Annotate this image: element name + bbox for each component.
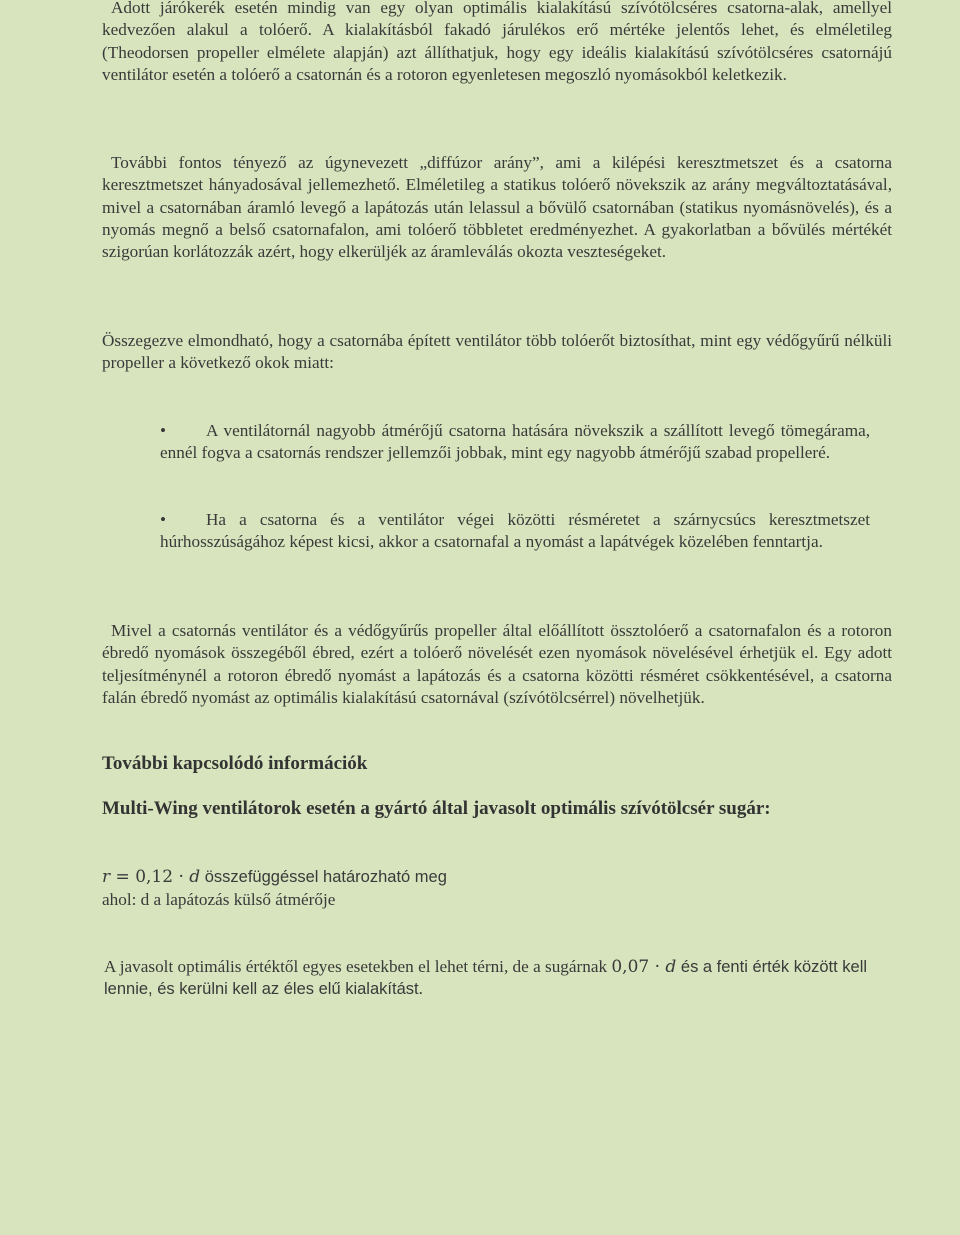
paragraph-diffuzor-arany: További fontos tényező az úgynevezett „diffúzor arány”, ami a kilépési keresztmetszet és a csatorna keresztmetszet hányadosával jellemezhető. Elméletileg a statikus tolóerő növekszik az arány megváltoztatásával, mivel a csatornában áramló levegő a lapátozás után lelassul a bővülő csatornában (statikus nyomásnövelés), és a nyomás megnő a belső csatornafalon, ami tolóerő többletet eredményezhet. A gyakorlatban a bővülés mértékét szigorúan korlátozzák azért, hogy elkerüljék az áramleválás okozta veszteségeket. <box>102 153 892 262</box>
formula-where: ahol: d a lapátozás külső átmérője <box>102 890 336 909</box>
formula-var-d: d <box>189 867 201 887</box>
final-text-b: és a fenti érték között kell lennie, és kerülni kell az éles elű kialakítást <box>104 958 868 999</box>
paragraph-osszegezve: Összegezve elmondható, hogy a csatornába épített ventilátor több tolóerőt biztosíthat, mint egy védőgyűrű nélküli propeller a következő okok miatt: <box>102 331 892 373</box>
bullet-icon: • <box>160 421 167 440</box>
heading-multi-wing: Multi-Wing ventilátorok esetén a gyártó által javasolt optimális szívótölcsér sugár: <box>102 798 771 819</box>
formula-equals: = 0,12 · <box>110 867 190 887</box>
formula-var-r: r <box>102 867 111 887</box>
formula-radius <box>102 866 447 888</box>
final-period: . <box>418 979 423 999</box>
heading-kapcsolodo-informaciok: További kapcsolódó információk <box>102 753 368 774</box>
final-text-a: A javasolt optimális értéktől egyes esetekben el lehet térni, de a sugárnak <box>104 957 612 976</box>
bullet-item-1 <box>160 420 870 465</box>
final-value: 0,07 · <box>611 957 666 977</box>
bullet-item-2 <box>160 509 870 554</box>
bullet-icon: • <box>160 510 167 529</box>
final-var-d: d <box>665 957 677 977</box>
bullet-text-2: Ha a csatorna és a ventilátor végei közötti résméretet a szárnycsúcs keresztmetszet húrhosszúságához képest kicsi, akkor a csatornafal a nyomást a lapátvégek közelében fenntartja. <box>160 510 870 552</box>
formula-text: összefüggéssel határozható meg <box>200 868 447 886</box>
bullet-text-1: A ventilátornál nagyobb átmérőjű csatorna hatására növekszik a szállított levegő tömegárama, ennél fogva a csatornás rendszer jellemzői jobbak, mint egy nagyobb átmérőjű szabad propelleré. <box>160 421 870 463</box>
paragraph-final <box>104 956 874 1001</box>
paragraph-tolóerő-intro: Adott járókerék esetén mindig van egy olyan optimális kialakítású szívótölcséres csatorna-alak, amellyel kedvezően alakul a tolóerő. A kialakításból fakadó járulékos erő mértéke jelentős lehet, és elméletileg (Theodorsen propeller elmélete alapján) azt állíthatjuk, hogy egy ideális kialakítású szívótölcséres csatornájú ventilátor esetén a tolóerő a csatornán és a rotoron egyenletesen megoszló nyomásokból keletkezik. <box>102 0 892 84</box>
paragraph-ossztoloero: Mivel a csatornás ventilátor és a védőgyűrűs propeller által előállított össztolóerő a csatornafalon és a rotoron ébredő nyomások összegéből ébred, ezért a tolóerő növelését ezen nyomások növelésével érhetjük el. Egy adott teljesítménynél a rotoron ébredő nyomást a lapátozás és a csatorna közötti résméret csökkentésével, a csatorna falán ébredő nyomást az optimális kialakítású csatornával (szívótölcsérrel) növelhetjük. <box>102 621 892 707</box>
